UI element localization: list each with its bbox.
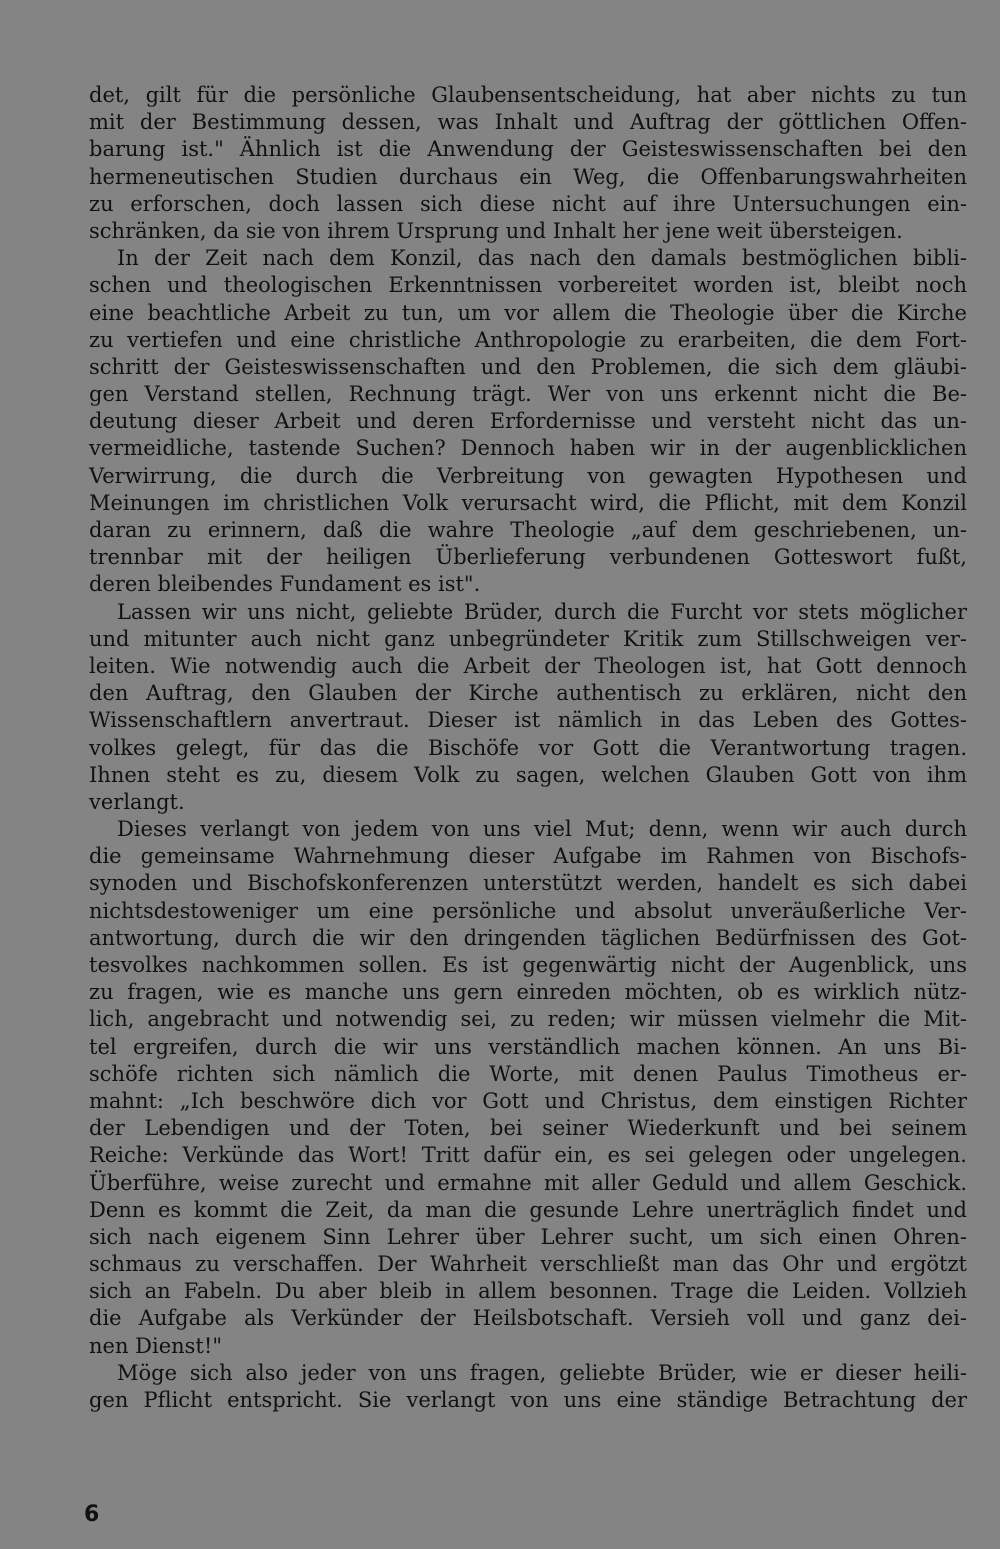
text-line: zu erforschen, doch lassen sich diese nicht auf ihre Untersuchungen ein- bbox=[89, 191, 967, 216]
text-line: gen Verstand stellen, Rechnung trägt. Wer von uns erkennt nicht die Be- bbox=[89, 382, 967, 407]
text-line: sich nach eigenem Sinn Lehrer über Lehrer sucht, um sich einen Ohren- bbox=[89, 1224, 967, 1249]
text-line: Meinungen im christlichen Volk verursacht wird, die Pflicht, mit dem Konzil bbox=[89, 490, 967, 515]
text-line: Lassen wir uns nicht, geliebte Brüder, durch die Furcht vor stets möglicher bbox=[117, 599, 967, 624]
text-line: der Lebendigen und der Toten, bei seiner Wiederkunft und bei seinem bbox=[89, 1116, 967, 1141]
text-line: nichtsdestoweniger um eine persönliche und absolut unveräußerliche Ver- bbox=[89, 898, 967, 923]
text-line: deren bleibendes Fundament es ist". bbox=[89, 572, 481, 597]
text-line: hermeneutischen Studien durchaus ein Weg, die Offenbarungswahrheiten bbox=[89, 164, 967, 189]
text-line: leiten. Wie notwendig auch die Arbeit der Theologen ist, hat Gott dennoch bbox=[89, 653, 967, 678]
text-line: schen und theologischen Erkenntnissen vorbereitet worden ist, bleibt noch bbox=[89, 273, 967, 298]
text-line: det, gilt für die persönliche Glaubensentscheidung, hat aber nichts zu tun bbox=[89, 83, 967, 107]
text-line: Überführe, weise zurecht und ermahne mit aller Geduld und allem Geschick. bbox=[89, 1170, 967, 1195]
text-line: tesvolkes nachkommen sollen. Es ist gegenwärtig nicht der Augenblick, uns bbox=[89, 953, 967, 977]
text-line: den Auftrag, den Glauben der Kirche authentisch zu erklären, nicht den bbox=[89, 681, 967, 706]
text-line: antwortung, durch die wir den dringenden täglichen Bedürfnissen des Got- bbox=[89, 925, 967, 950]
text-line: vermeidliche, tastende Suchen? Dennoch haben wir in der augenblicklichen bbox=[89, 436, 967, 461]
document-body bbox=[89, 82, 967, 1414]
text-line: schöfe richten sich nämlich die Worte, mit denen Paulus Timotheus er- bbox=[89, 1061, 967, 1086]
text-line: eine beachtliche Arbeit zu tun, um vor allem die Theologie über die Kirche bbox=[89, 300, 967, 325]
text-line: trennbar mit der heiligen Überlieferung verbundenen Gotteswort fußt, bbox=[89, 545, 967, 570]
text-line: In der Zeit nach dem Konzil, das nach den damals bestmöglichen bibli- bbox=[117, 246, 967, 271]
text-line: deutung dieser Arbeit und deren Erfordernisse und versteht nicht das un- bbox=[89, 409, 967, 434]
text-line: schränken, da sie von ihrem Ursprung und Inhalt her jene weit übersteigen. bbox=[89, 218, 903, 243]
text-line: nen Dienst!" bbox=[89, 1333, 222, 1358]
text-line: zu vertiefen und eine christliche Anthropologie zu erarbeiten, die dem Fort- bbox=[89, 327, 967, 352]
text-line: tel ergreifen, durch die wir uns verständlich machen können. An uns Bi- bbox=[89, 1034, 967, 1059]
text-line: und mitunter auch nicht ganz unbegründeter Kritik zum Stillschweigen ver- bbox=[89, 626, 967, 651]
text-line: verlangt. bbox=[89, 789, 185, 814]
text-line: gen Pflicht entspricht. Sie verlangt von uns eine ständige Betrachtung der bbox=[89, 1388, 967, 1412]
text-line: die Aufgabe als Verkünder der Heilsbotschaft. Versieh voll und ganz dei- bbox=[89, 1306, 967, 1331]
text-line: zu fragen, wie es manche uns gern einreden möchten, ob es wirklich nütz- bbox=[89, 980, 967, 1005]
text-line: mit der Bestimmung dessen, was Inhalt und Auftrag der göttlichen Offen- bbox=[89, 110, 967, 135]
text-line: barung ist." Ähnlich ist die Anwendung der Geisteswissenschaften bei den bbox=[89, 137, 967, 162]
text-line: synoden und Bischofskonferenzen unterstützt werden, handelt es sich dabei bbox=[89, 871, 967, 896]
text-line: schmaus zu verschaffen. Der Wahrheit verschließt man das Ohr und ergötzt bbox=[89, 1252, 967, 1277]
page-number: 6 bbox=[84, 1502, 100, 1527]
text-line: lich, angebracht und notwendig sei, zu reden; wir müssen vielmehr die Mit- bbox=[89, 1007, 967, 1032]
text-line: Reiche: Verkünde das Wort! Tritt dafür ein, es sei gelegen oder ungelegen. bbox=[89, 1143, 967, 1168]
text-line: Ihnen steht es zu, diesem Volk zu sagen, welchen Glauben Gott von ihm bbox=[89, 762, 967, 787]
text-line: Denn es kommt die Zeit, da man die gesunde Lehre unerträglich findet und bbox=[89, 1197, 967, 1222]
text-line: volkes gelegt, für das die Bischöfe vor Gott die Verantwortung tragen. bbox=[89, 735, 967, 760]
text-line: Verwirrung, die durch die Verbreitung von gewagten Hypothesen und bbox=[89, 463, 967, 488]
text-line: die gemeinsame Wahrnehmung dieser Aufgabe im Rahmen von Bischofs- bbox=[89, 844, 967, 869]
text-line: schritt der Geisteswissenschaften und den Problemen, die sich dem gläubi- bbox=[89, 354, 967, 379]
text-line: Dieses verlangt von jedem von uns viel Mut; denn, wenn wir auch durch bbox=[117, 817, 967, 842]
text-line: mahnt: „Ich beschwöre dich vor Gott und Christus, dem einstigen Richter bbox=[89, 1088, 967, 1113]
text-line: sich an Fabeln. Du aber bleib in allem besonnen. Trage die Leiden. Vollzieh bbox=[89, 1279, 967, 1304]
text-line: Wissenschaftlern anvertraut. Dieser ist nämlich in das Leben des Gottes- bbox=[89, 708, 967, 733]
text-line: daran zu erinnern, daß die wahre Theologie „auf dem geschriebenen, un- bbox=[89, 518, 967, 542]
text-line: Möge sich also jeder von uns fragen, geliebte Brüder, wie er dieser heili- bbox=[117, 1360, 967, 1385]
